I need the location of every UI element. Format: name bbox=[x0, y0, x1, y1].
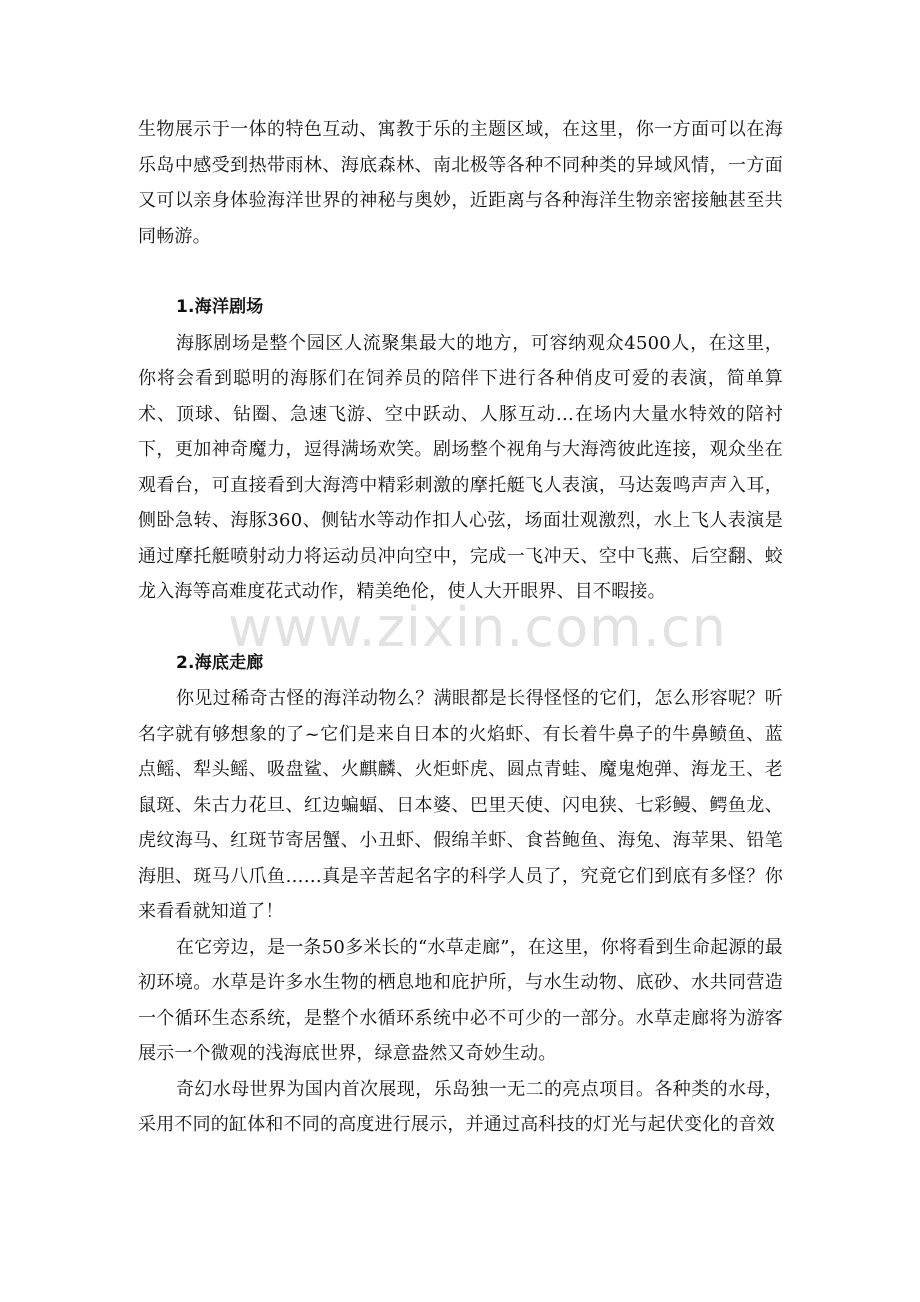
watermark-text: www.zixin.com.cn bbox=[228, 596, 727, 659]
section-paragraph-ocean-theater: 海豚剧场是整个园区人流聚集最大的地方，可容纳观众4500人，在这里，你将会看到聪明的海豚们在饲养员的陪伴下进行各种俏皮可爱的表演，简单算术、顶球、钻圈、急速飞游、空中跃动、人豚互动…在场内大量水特效的陪衬下，更加神奇魔力，逗得满场欢笑。剧场整个视角与大海湾彼此连接，观众坐在观看台，可直接看到大海湾中精彩刺激的摩托艇飞人表演，马达轰鸣声声入耳，侧卧急转、海豚360、侧钻水等动作扣人心弦，场面壮观激烈，水上飞人表演是通过摩托艇喷射动力将运动员冲向空中，完成一飞冲天、空中飞燕、后空翻、蛟龙入海等高难度花式动作，精美绝伦，使人大开眼界、目不暇接。 bbox=[138, 332, 783, 602]
section-heading-undersea-corridor: 2.海底走廊 bbox=[176, 652, 264, 673]
section-heading-ocean-theater: 1.海洋剧场 bbox=[176, 297, 264, 317]
section-paragraph-waterweed-corridor: 在它旁边，是一条50多米长的“水草走廊”，在这里，你将看到生命起源的最初环境。水草是许多水生物的栖息地和庇护所，与水生动物、底砂、水共同营造一个循环生态系统，是整个水循环系统中必不可少的一部分。水草走廊将为游客展示一个微观的浅海底世界，绿意盎然又奇妙生动。 bbox=[138, 936, 783, 1064]
section-paragraph-jellyfish-world: 奇幻水母世界为国内首次展现，乐岛独一无二的亮点项目。各种类的水母，采用不同的缸体和不同的高度进行展示，并通过高科技的灯光与起伏变化的音效 bbox=[138, 1078, 783, 1135]
section-paragraph-strange-creatures: 你见过稀奇古怪的海洋动物么？满眼都是长得怪怪的它们，怎么形容呢？听名字就有够想象的了~它们是来自日本的火焰虾、有长着牛鼻子的牛鼻鲼鱼、蓝点鳐、犁头鳐、吸盘鲨、火麒麟、火炬虾虎、圆点青蛙、魔鬼炮弹、海龙王、老鼠斑、朱古力花旦、红边蝙蝠、日本婆、巴里天使、闪电狭、七彩鳗、鳄鱼龙、虎纹海马、红斑节寄居蟹、小丑虾、假绵羊虾、食苔鲍鱼、海兔、海苹果、铅笔海胆、斑马八爪鱼……真是辛苦起名字的科学人员了，究竟它们到底有多怪？你来看看就知道了！ bbox=[138, 688, 783, 922]
intro-paragraph: 生物展示于一体的特色互动、寓教于乐的主题区域，在这里，你一方面可以在海乐岛中感受到热带雨林、海底森林、南北极等各种不同种类的异域风情，一方面又可以亲身体验海洋世界的神秘与奥妙，近距离与各种海洋生物亲密接触甚至共同畅游。 bbox=[138, 119, 783, 247]
document-page bbox=[138, 112, 783, 1143]
